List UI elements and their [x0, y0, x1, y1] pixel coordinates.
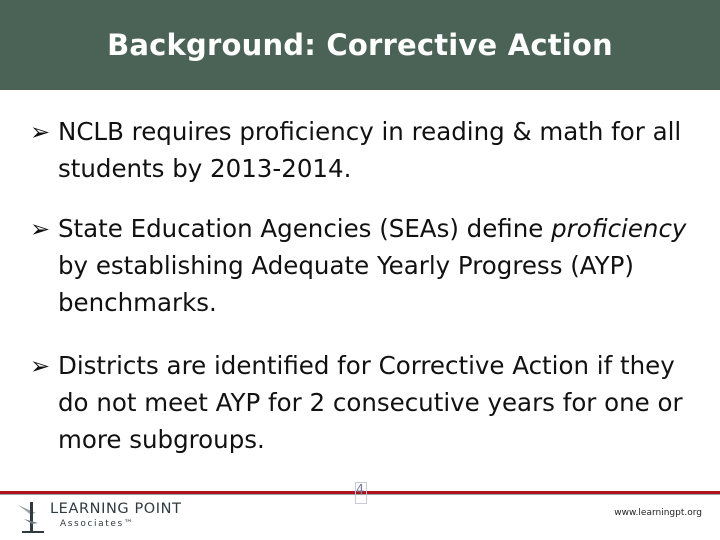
- logo-sub-text: Associates: [60, 519, 124, 529]
- bullet-item: [30, 210, 700, 321]
- bullet-text: NCLB requires proficiency in reading & math for all students by 2013-2014.: [58, 117, 682, 183]
- logo-subtitle: [60, 519, 134, 529]
- arrow-bullet-icon: ➢: [30, 352, 51, 380]
- page-number: 4: [355, 483, 365, 498]
- footer-url: www.learningpt.org: [614, 508, 702, 518]
- logo-name: LEARNING POINT: [50, 501, 182, 517]
- bullet-list: [30, 113, 700, 458]
- slide-title: Background: Corrective Action: [107, 28, 613, 62]
- logo-mark-icon: [14, 497, 48, 535]
- learning-point-logo: [14, 497, 194, 535]
- arrow-bullet-icon: ➢: [30, 118, 51, 146]
- bullet-item: [30, 113, 700, 187]
- logo-trademark: ™: [123, 519, 135, 529]
- bullet-text-post: by establishing Adequate Yearly Progress (AYP) benchmarks.: [58, 251, 634, 317]
- bullet-text-pre: State Education Agencies (SEAs) define: [58, 214, 552, 243]
- bullet-item: [30, 347, 700, 458]
- arrow-bullet-icon: ➢: [30, 215, 51, 243]
- bullet-text: Districts are identified for Corrective Action if they do not meet AYP for 2 consecutive years for one or more subgroups.: [58, 351, 683, 454]
- bullet-emphasis: proficiency: [551, 214, 687, 243]
- bullet-text: [58, 210, 700, 321]
- title-bar: [0, 0, 720, 90]
